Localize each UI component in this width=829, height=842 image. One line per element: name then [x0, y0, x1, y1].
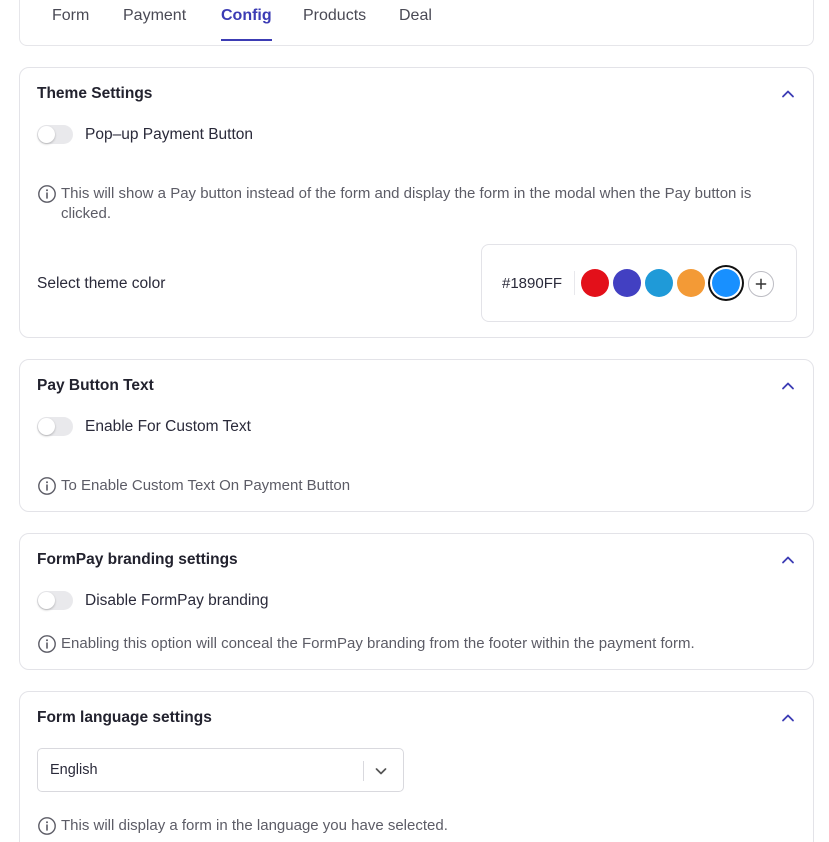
color-picker [481, 244, 797, 322]
branding-title: FormPay branding settings [37, 551, 238, 568]
chevron-up-icon[interactable] [781, 711, 795, 725]
add-color-button[interactable] [748, 271, 774, 297]
chevron-down-icon[interactable] [374, 764, 388, 778]
language-info [37, 816, 448, 836]
popup-payment-toggle[interactable] [37, 125, 73, 144]
info-icon [37, 634, 57, 654]
language-info-text: This will display a form in the language you have selected. [61, 817, 448, 834]
pay-button-card [19, 359, 814, 512]
select-divider [363, 761, 364, 781]
popup-payment-label: Pop–up Payment Button [85, 125, 254, 143]
theme-settings-card [19, 67, 814, 338]
pay-button-info-text: To Enable Custom Text On Payment Button [61, 477, 351, 494]
tab-bar [19, 0, 814, 46]
theme-color-label: Select theme color [37, 275, 166, 292]
language-card [19, 691, 814, 842]
swatch-indigo[interactable] [613, 269, 641, 297]
tab-products[interactable]: Products [303, 7, 367, 24]
info-icon [37, 184, 57, 204]
chevron-up-icon[interactable] [781, 553, 795, 567]
swatch-red[interactable] [581, 269, 609, 297]
branding-toggle-row [37, 591, 269, 610]
custom-text-label: Enable For Custom Text [85, 417, 251, 435]
theme-settings-title: Theme Settings [37, 85, 153, 102]
tab-deal[interactable]: Deal [399, 7, 432, 24]
theme-info [37, 184, 797, 224]
info-icon [37, 816, 57, 836]
popup-payment-toggle-row [37, 125, 253, 144]
swatch-blue-selected[interactable] [712, 269, 740, 297]
disable-branding-toggle[interactable] [37, 591, 73, 610]
tab-config[interactable]: Config [221, 1, 272, 41]
language-select-value: English [50, 762, 98, 778]
theme-info-text: This will show a Pay button instead of the form and display the form in the modal when the Pay button is clicked. [61, 185, 752, 222]
chevron-up-icon[interactable] [781, 87, 795, 101]
custom-text-toggle-row [37, 417, 251, 436]
disable-branding-label: Disable FormPay branding [85, 591, 269, 609]
chevron-up-icon[interactable] [781, 379, 795, 393]
swatch-orange[interactable] [677, 269, 705, 297]
custom-text-toggle[interactable] [37, 417, 73, 436]
hex-divider [574, 271, 575, 295]
language-select[interactable] [37, 748, 404, 792]
tab-form[interactable]: Form [52, 7, 90, 24]
branding-card [19, 533, 814, 670]
hex-value: #1890FF [502, 275, 563, 292]
info-icon [37, 476, 57, 496]
branding-info-text: Enabling this option will conceal the FormPay branding from the footer within the payment form. [61, 635, 695, 652]
pay-button-title: Pay Button Text [37, 377, 154, 394]
pay-button-info [37, 476, 350, 496]
language-title: Form language settings [37, 709, 212, 726]
branding-info [37, 634, 807, 654]
tab-payment[interactable]: Payment [123, 7, 187, 24]
swatch-sky[interactable] [645, 269, 673, 297]
